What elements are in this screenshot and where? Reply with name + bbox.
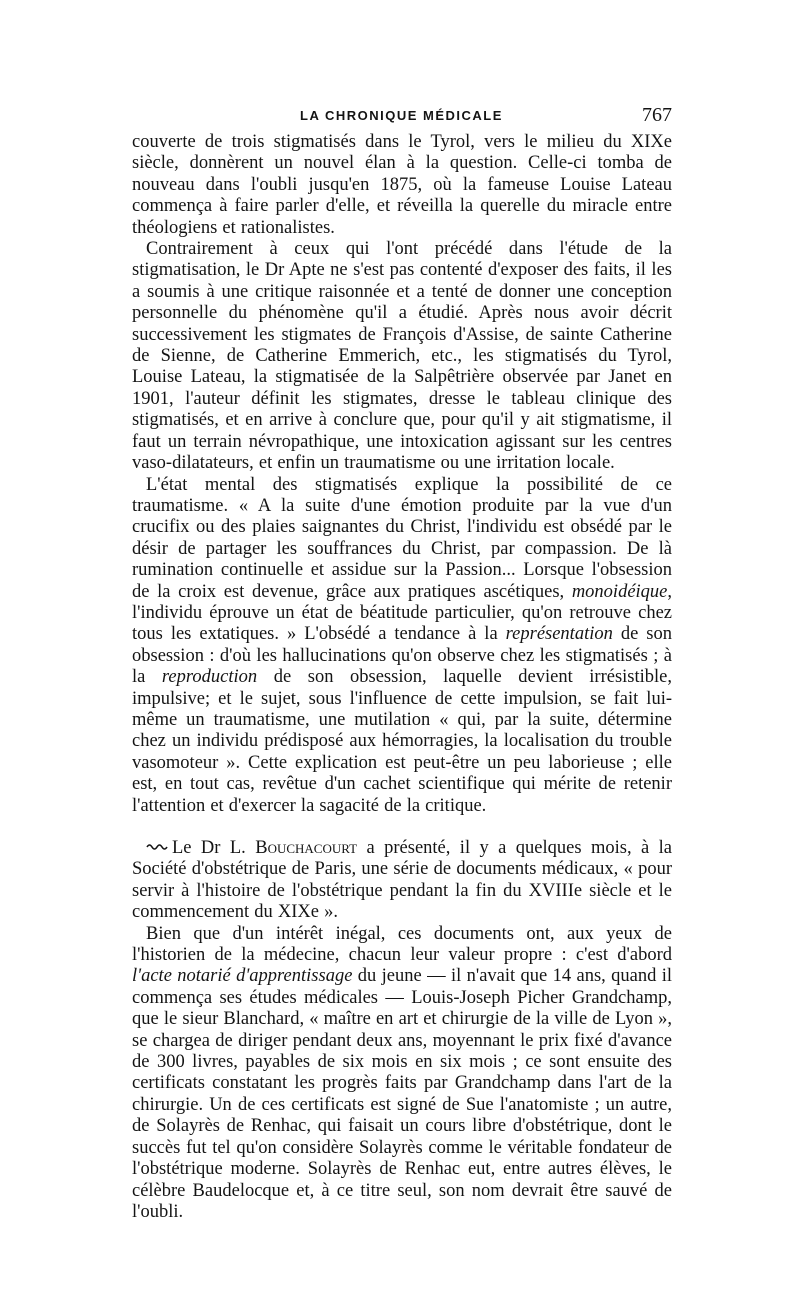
- author-name: Bouchacourt: [255, 838, 358, 858]
- running-title: LA CHRONIQUE MÉDICALE: [300, 108, 503, 123]
- page-number: 767: [642, 104, 672, 126]
- article-body: [132, 132, 672, 1223]
- italic-term: l'acte notarié d'apprentissage: [132, 966, 353, 987]
- paragraph-5: Bien que d'un intérêt inégal, ces documents ont, aux yeux de l'historien de la médecine, chacun leur valeur propre : c'est d'abord l'acte notarié d'apprentissage du jeune — il n'avait que 14 ans, quand il commença ses études médicales — Louis-Joseph Picher Grandchamp, que le sieur Blanchard, « maître en art et chirurgie de la ville de Lyon », se chargea de diriger pendant deux ans, moyennant le prix fixé d'avance de 300 livres, payables de six mois en six mois ; ce sont ensuite des certificats constatant les progrès faits par Grandchamp dans l'art de la chirurgie. Un de ces certificats est signé de Sue l'anatomiste ; un autre, de Solayrès de Renhac, qui faisait un cours libre d'obstétrique, dont le succès fut tel qu'on considère Solayrès comme le véritable fondateur de l'obstétrique moderne. Solayrès de Renhac eut, entre autres élèves, le célèbre Baudelocque et, à ce titre seul, son nom devrait être sauvé de l'oubli.: [132, 923, 672, 1222]
- italic-term: reproduction: [161, 667, 258, 688]
- paragraph-2: Contrairement à ceux qui l'ont précédé dans l'étude de la stigmatisation, le Dr Apte ne s'est pas contenté d'exposer des faits, il les a soumis à une critique raisonnée et a tenté de donner une conception personnelle du phénomène qu'il a étudié. Après nous avoir décrit successivement les stigmates de François d'Assise, de sainte Catherine de Sienne, de Catherine Emmerich, etc., les stigmatisés du Tyrol, Louise Lateau, la stigmatisée de la Salpêtrière observée par Janet en 1901, l'auteur définit les stigmates, dresse le tableau clinique des stigmatisés, et en arrive à conclure que, pour qu'il y ait stigmatisme, il faut un terrain névropathique, une intoxication agissant sur les centres vaso-dilatateurs, et enfin un traumatisme ou une irritation locale.: [132, 239, 672, 474]
- wavy-dash-icon: [146, 842, 168, 852]
- paragraph-1: couverte de trois stigmatisés dans le Tyrol, vers le milieu du XIXe siècle, donnèrent un nouvel élan à la question. Celle-ci tomba de nouveau dans l'oubli jusqu'en 1875, où la fameuse Louise Lateau commença à faire parler d'elle, et réveilla la querelle du miracle entre théologiens et rationalistes.: [132, 132, 672, 238]
- italic-term: monoidéique: [571, 581, 668, 602]
- paragraph-3: L'état mental des stigmatisés explique la possibilité de ce traumatisme. « A la suite d'une émotion produite par la vue d'un crucifix ou des plaies saignantes du Christ, l'individu est obsédé par le désir de partager les souffrances du Christ, par compassion. De là rumination continuelle et assidue sur la Passion... Lorsque l'obsession de la croix est devenue, grâce aux pratiques ascétiques, monoidéique, l'individu éprouve un état de béatitude particulier, qu'on retrouve chez tous les extatiques. » L'obsédé a tendance à la représentation de son obsession : d'où les hallucinations qu'on observe chez les stigmatisés ; à la reproduction de son obsession, laquelle devient irrésistible, impulsive; et le sujet, sous l'influence de cette impulsion, se fait lui-même un traumatisme, une mutilation « qui, par la suite, détermine chez un individu prédisposé aux hémorragies, la localisation du trouble vasomoteur ». Cette explication est peut-être un peu laborieuse ; elle est, en tout cas, revêtue d'un cachet scientifique qui mérite de retenir l'attention et d'exercer la sagacité de la critique.: [132, 474, 672, 816]
- paragraph-4: Le Dr L. Bouchacourt a présenté, il y a quelques mois, à la Société d'obstétrique de Paris, une série de documents médicaux, « pour servir à l'histoire de l'obstétrique pendant la fin du XVIIIe siècle et le commencement du XIXe ».: [132, 838, 673, 923]
- page-header: [132, 104, 672, 128]
- italic-term: représentation: [505, 624, 613, 645]
